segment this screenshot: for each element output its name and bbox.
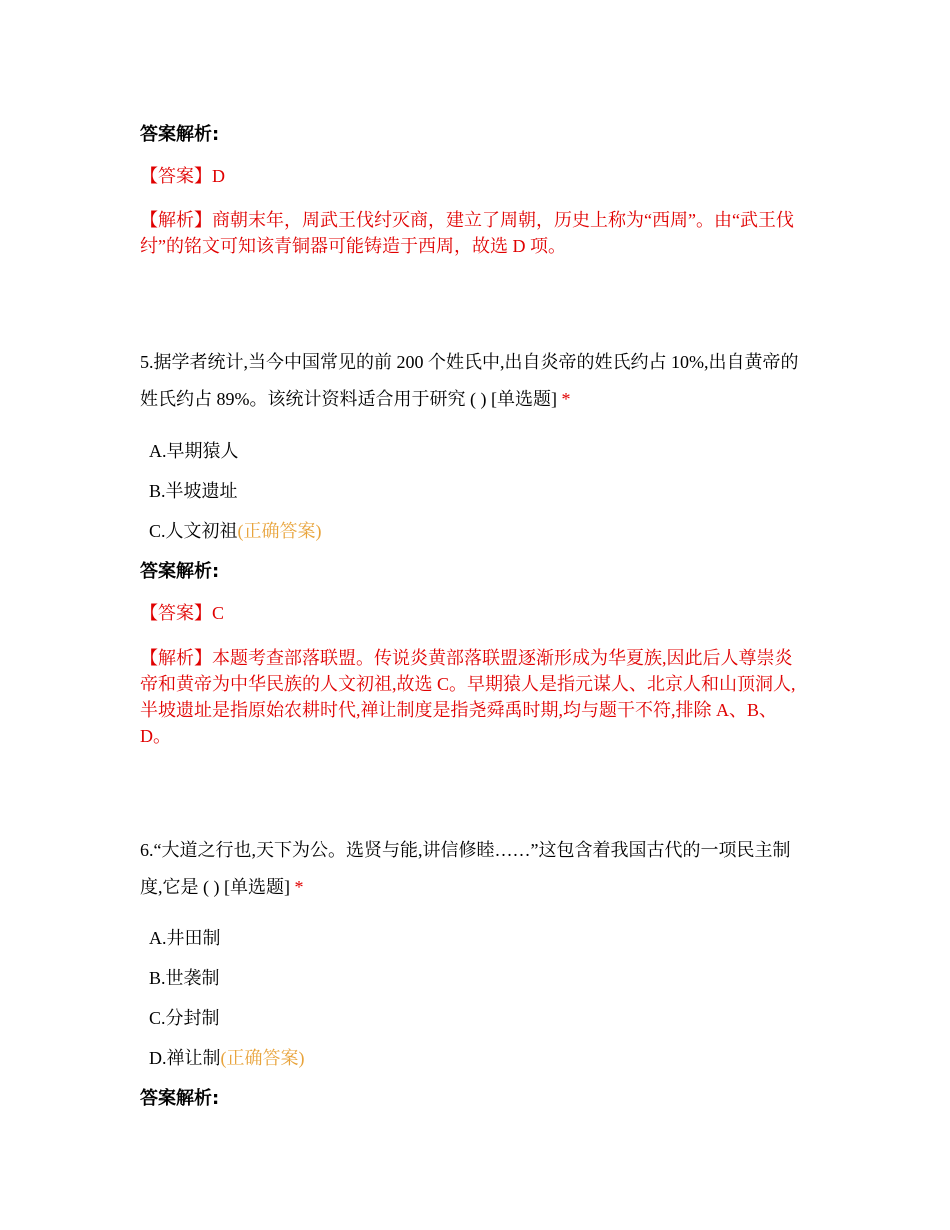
analysis-label: 答案解析: [140, 561, 220, 582]
option-label: B.半坡遗址 [149, 481, 238, 501]
question-5-text: 5.据学者统计,当今中国常见的前 200 个姓氏中,出自炎帝的姓氏约占 10%,出自黄帝的姓氏约占 89%。该统计资料适合用于研究 ( ) [单选题] [140, 352, 799, 409]
q5-option-a[interactable] [149, 437, 239, 463]
question-6 [140, 832, 805, 906]
q6-option-a[interactable] [149, 924, 221, 950]
analysis-label: 答案解析: [140, 1088, 220, 1109]
analysis-label: 答案解析: [140, 124, 220, 145]
answer-text: 【答案】C [140, 603, 225, 623]
option-label: C.人文初祖 [149, 521, 238, 541]
explanation-text: 【解析】本题考查部落联盟。传说炎黄部落联盟逐渐形成为华夏族,因此后人尊崇炎帝和黄帝为中华民族的人文初祖,故选 C。早期猿人是指元谋人、北京人和山顶洞人,半坡遗址是指原始农耕时代,禅让制度是指尧舜禹时期,均与题干不符,排除 A、B、D。 [140, 648, 796, 746]
option-label: C.分封制 [149, 1008, 220, 1028]
question-5 [140, 344, 805, 418]
correct-answer-tag: (正确答案) [220, 1048, 305, 1068]
option-label: A.井田制 [149, 928, 221, 948]
correct-answer-tag: (正确答案) [237, 521, 322, 541]
question-6-text: 6.“大道之行也,天下为公。选贤与能,讲信修睦……”这包含着我国古代的一项民主制度,它是 ( ) [单选题] [140, 840, 791, 897]
explanation-text: 【解析】商朝末年，周武王伐纣灭商，建立了周朝，历史上称为“西周”。由“武王伐纣”的铭文可知该青铜器可能铸造于西周，故选 D 项。 [140, 210, 794, 256]
q5-option-c[interactable] [149, 517, 322, 543]
q6-option-d[interactable] [149, 1044, 305, 1070]
answer-text: 【答案】D [140, 166, 225, 186]
q6-option-c[interactable] [149, 1004, 220, 1030]
required-marker: * [561, 389, 571, 409]
option-label: B.世袭制 [149, 968, 220, 988]
q6-option-b[interactable] [149, 964, 220, 990]
option-label: A.早期猿人 [149, 441, 239, 461]
option-label: D.禅让制 [149, 1048, 221, 1068]
q5-option-b[interactable] [149, 477, 238, 503]
required-marker: * [294, 877, 304, 897]
